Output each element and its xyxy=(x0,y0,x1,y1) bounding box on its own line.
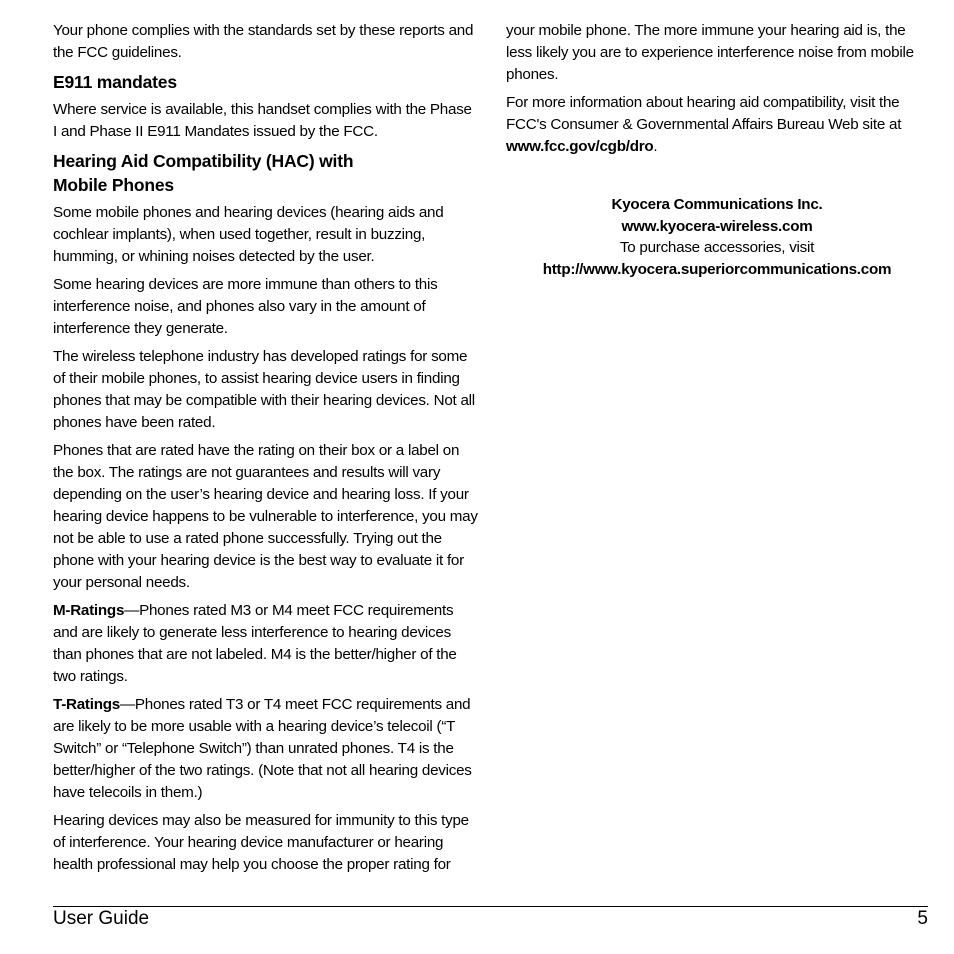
footer-divider xyxy=(53,906,928,907)
e911-heading: E911 mandates xyxy=(53,72,177,92)
t-ratings-label: T-Ratings xyxy=(53,696,120,713)
right-column xyxy=(506,20,931,164)
continued-paragraph: your mobile phone. The more immune your hearing aid is, the less likely you are to experience interference noise from mobile phones. xyxy=(506,22,914,83)
left-column xyxy=(53,20,478,882)
fcc-url-link[interactable]: www.fcc.gov/cgb/dro xyxy=(506,138,654,155)
company-name: Kyocera Communications Inc. xyxy=(611,196,823,213)
e911-paragraph: Where service is available, this handset complies with the Phase I and Phase II E911 Mandates issued by the FCC. xyxy=(53,101,472,140)
hac-heading-line1: Hearing Aid Compatibility (HAC) with xyxy=(53,151,354,171)
hac-paragraph-5: Hearing devices may also be measured for immunity to this type of interference. Your hearing device manufacturer or hearing health professional may help you choose the proper rating for xyxy=(53,812,469,873)
company-website-link[interactable]: www.kyocera-wireless.com xyxy=(621,217,813,235)
hac-paragraph-1: Some mobile phones and hearing devices (hearing aids and cochlear implants), when used together, result in buzzing, humming, or whining noises detected by the user. xyxy=(53,204,444,265)
hac-paragraph-2: Some hearing devices are more immune than others to this interference noise, and phones also vary in the amount of interference they generate. xyxy=(53,276,438,337)
purchase-text: To purchase accessories, visit xyxy=(619,239,815,256)
hac-paragraph-4: Phones that are rated have the rating on their box or a label on the box. The ratings are not guarantees and results will vary depending on the user’s hearing device and hearing loss. If your hearing device happens to be vulnerable to interference, you may not be able to use a rated phone successfully. Trying out the phone with your hearing device is the best way to evaluate it for your personal needs. xyxy=(53,442,478,591)
fcc-url-suffix: . xyxy=(653,138,658,155)
m-ratings-paragraph xyxy=(53,600,478,688)
contact-block xyxy=(506,194,928,280)
hac-paragraph-3: The wireless telephone industry has developed ratings for some of their mobile phones, to assist hearing device users in finding phones that may be compatible with their hearing devices. Not all phones have been rated. xyxy=(53,348,475,431)
page-number: 5 xyxy=(917,908,928,929)
hac-heading-line2: Mobile Phones xyxy=(53,175,174,195)
more-info-text: For more information about hearing aid compatibility, visit the FCC's Consumer & Governmental Affairs Bureau Web site at xyxy=(506,94,902,133)
t-ratings-text: —Phones rated T3 or T4 meet FCC requirements and are likely to be more usable with a hearing device’s telecoil (“T Switch” or “Telephone Switch”) than unrated phones. T4 is the better/higher of the two ratings. (Note that not all hearing devices have telecoils in them.) xyxy=(53,696,472,801)
more-info-paragraph xyxy=(506,92,931,158)
hac-heading xyxy=(53,149,478,197)
m-ratings-label: M-Ratings xyxy=(53,602,125,619)
purchase-url-link[interactable]: http://www.kyocera.superiorcommunications.com xyxy=(542,260,892,278)
t-ratings-paragraph xyxy=(53,694,478,804)
footer-label: User Guide xyxy=(53,908,150,929)
intro-paragraph: Your phone complies with the standards set by these reports and the FCC guidelines. xyxy=(53,22,474,61)
m-ratings-text: —Phones rated M3 or M4 meet FCC requirements and are likely to generate less interference to hearing devices than phones that are not labeled. M4 is the better/higher of the two ratings. xyxy=(53,602,457,685)
